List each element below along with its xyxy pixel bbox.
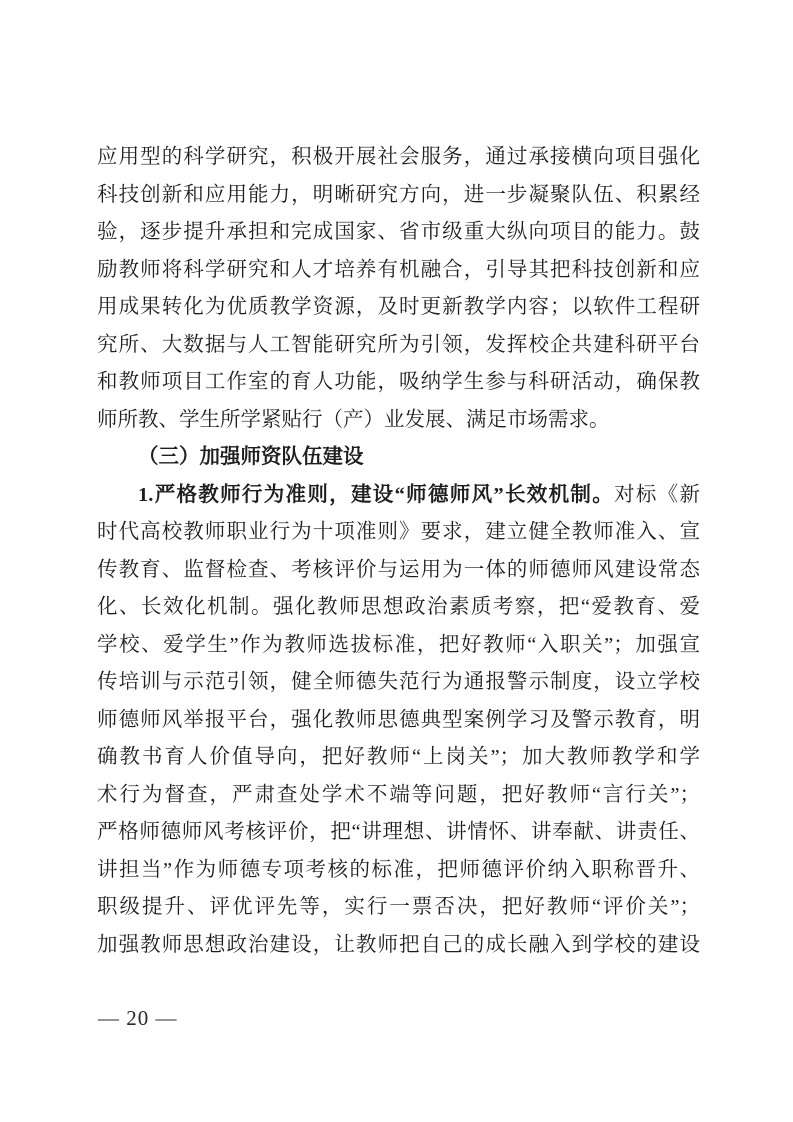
- paragraph-line: 讲担当”作为师德专项考核的标准，把师德评价纳入职称晋升、: [97, 858, 700, 881]
- paragraph-line: 验，逐步提升承担和完成国家、省市级重大纵向项目的能力。鼓: [97, 221, 700, 243]
- paragraph-line: 学校、爱学生”作为教师选拔标准，把好教师“入职关”；加强宣: [97, 633, 700, 656]
- paragraph-line: 严格师德师风考核评价，把“讲理想、讲情怀、讲奉献、讲责任、: [97, 821, 700, 843]
- paragraph-line: 传教育、监督检查、考核评价与运用为一体的师德师风建设常态: [97, 558, 700, 581]
- paragraph-line: 术行为督查，严肃查处学术不端等问题，把好教师“言行关”；: [97, 783, 700, 806]
- paragraph-line: 传培训与示范引领，健全师德失范行为通报警示制度，设立学校: [97, 671, 700, 693]
- paragraph-line: 用成果转化为优质教学资源，及时更新教学内容；以软件工程研: [97, 296, 700, 318]
- lead-sentence-rest: 对标《新: [614, 483, 700, 506]
- paragraph-line: 化、长效化机制。强化教师思想政治素质考察，把“爱教育、爱: [97, 596, 700, 618]
- page-number: — 20 —: [98, 1006, 178, 1030]
- paragraph-line: 加强教师思想政治建设，让教师把自己的成长融入到学校的建设: [97, 933, 700, 956]
- paragraph-line: 究所、大数据与人工智能研究所为引领，发挥校企共建科研平台: [97, 333, 700, 356]
- paragraph-line: 科技创新和应用能力，明晰研究方向，进一步凝聚队伍、积累经: [97, 183, 700, 206]
- lead-sentence-bold: 1.严格教师行为准则，建设“师德师风”长效机制。: [138, 483, 615, 506]
- paragraph-line: [97, 477, 700, 515]
- paragraph-line: 师德师风举报平台，强化教师思德典型案例学习及警示教育，明: [97, 708, 700, 731]
- body-text-block: [97, 139, 700, 964]
- paragraph-line: 应用型的科学研究，积极开展社会服务，通过承接横向项目强化: [97, 146, 700, 168]
- section-heading: （三）加强师资队伍建设: [138, 446, 364, 468]
- paragraph-line: 确教书育人价值导向，把好教师“上岗关”；加大教师教学和学: [97, 746, 700, 768]
- paragraph-line: 职级提升、评优评先等，实行一票否决，把好教师“评价关”；: [97, 896, 700, 918]
- paragraph-line: 和教师项目工作室的育人功能，吸纳学生参与科研活动，确保教: [97, 371, 700, 393]
- paragraph-line: 师所教、学生所学紧贴行（产）业发展、满足市场需求。: [97, 408, 610, 431]
- paragraph-line: 时代高校教师职业行为十项准则》要求，建立健全教师准入、宣: [97, 521, 700, 543]
- paragraph-line: 励教师将科学研究和人才培养有机融合，引导其把科技创新和应: [97, 258, 700, 281]
